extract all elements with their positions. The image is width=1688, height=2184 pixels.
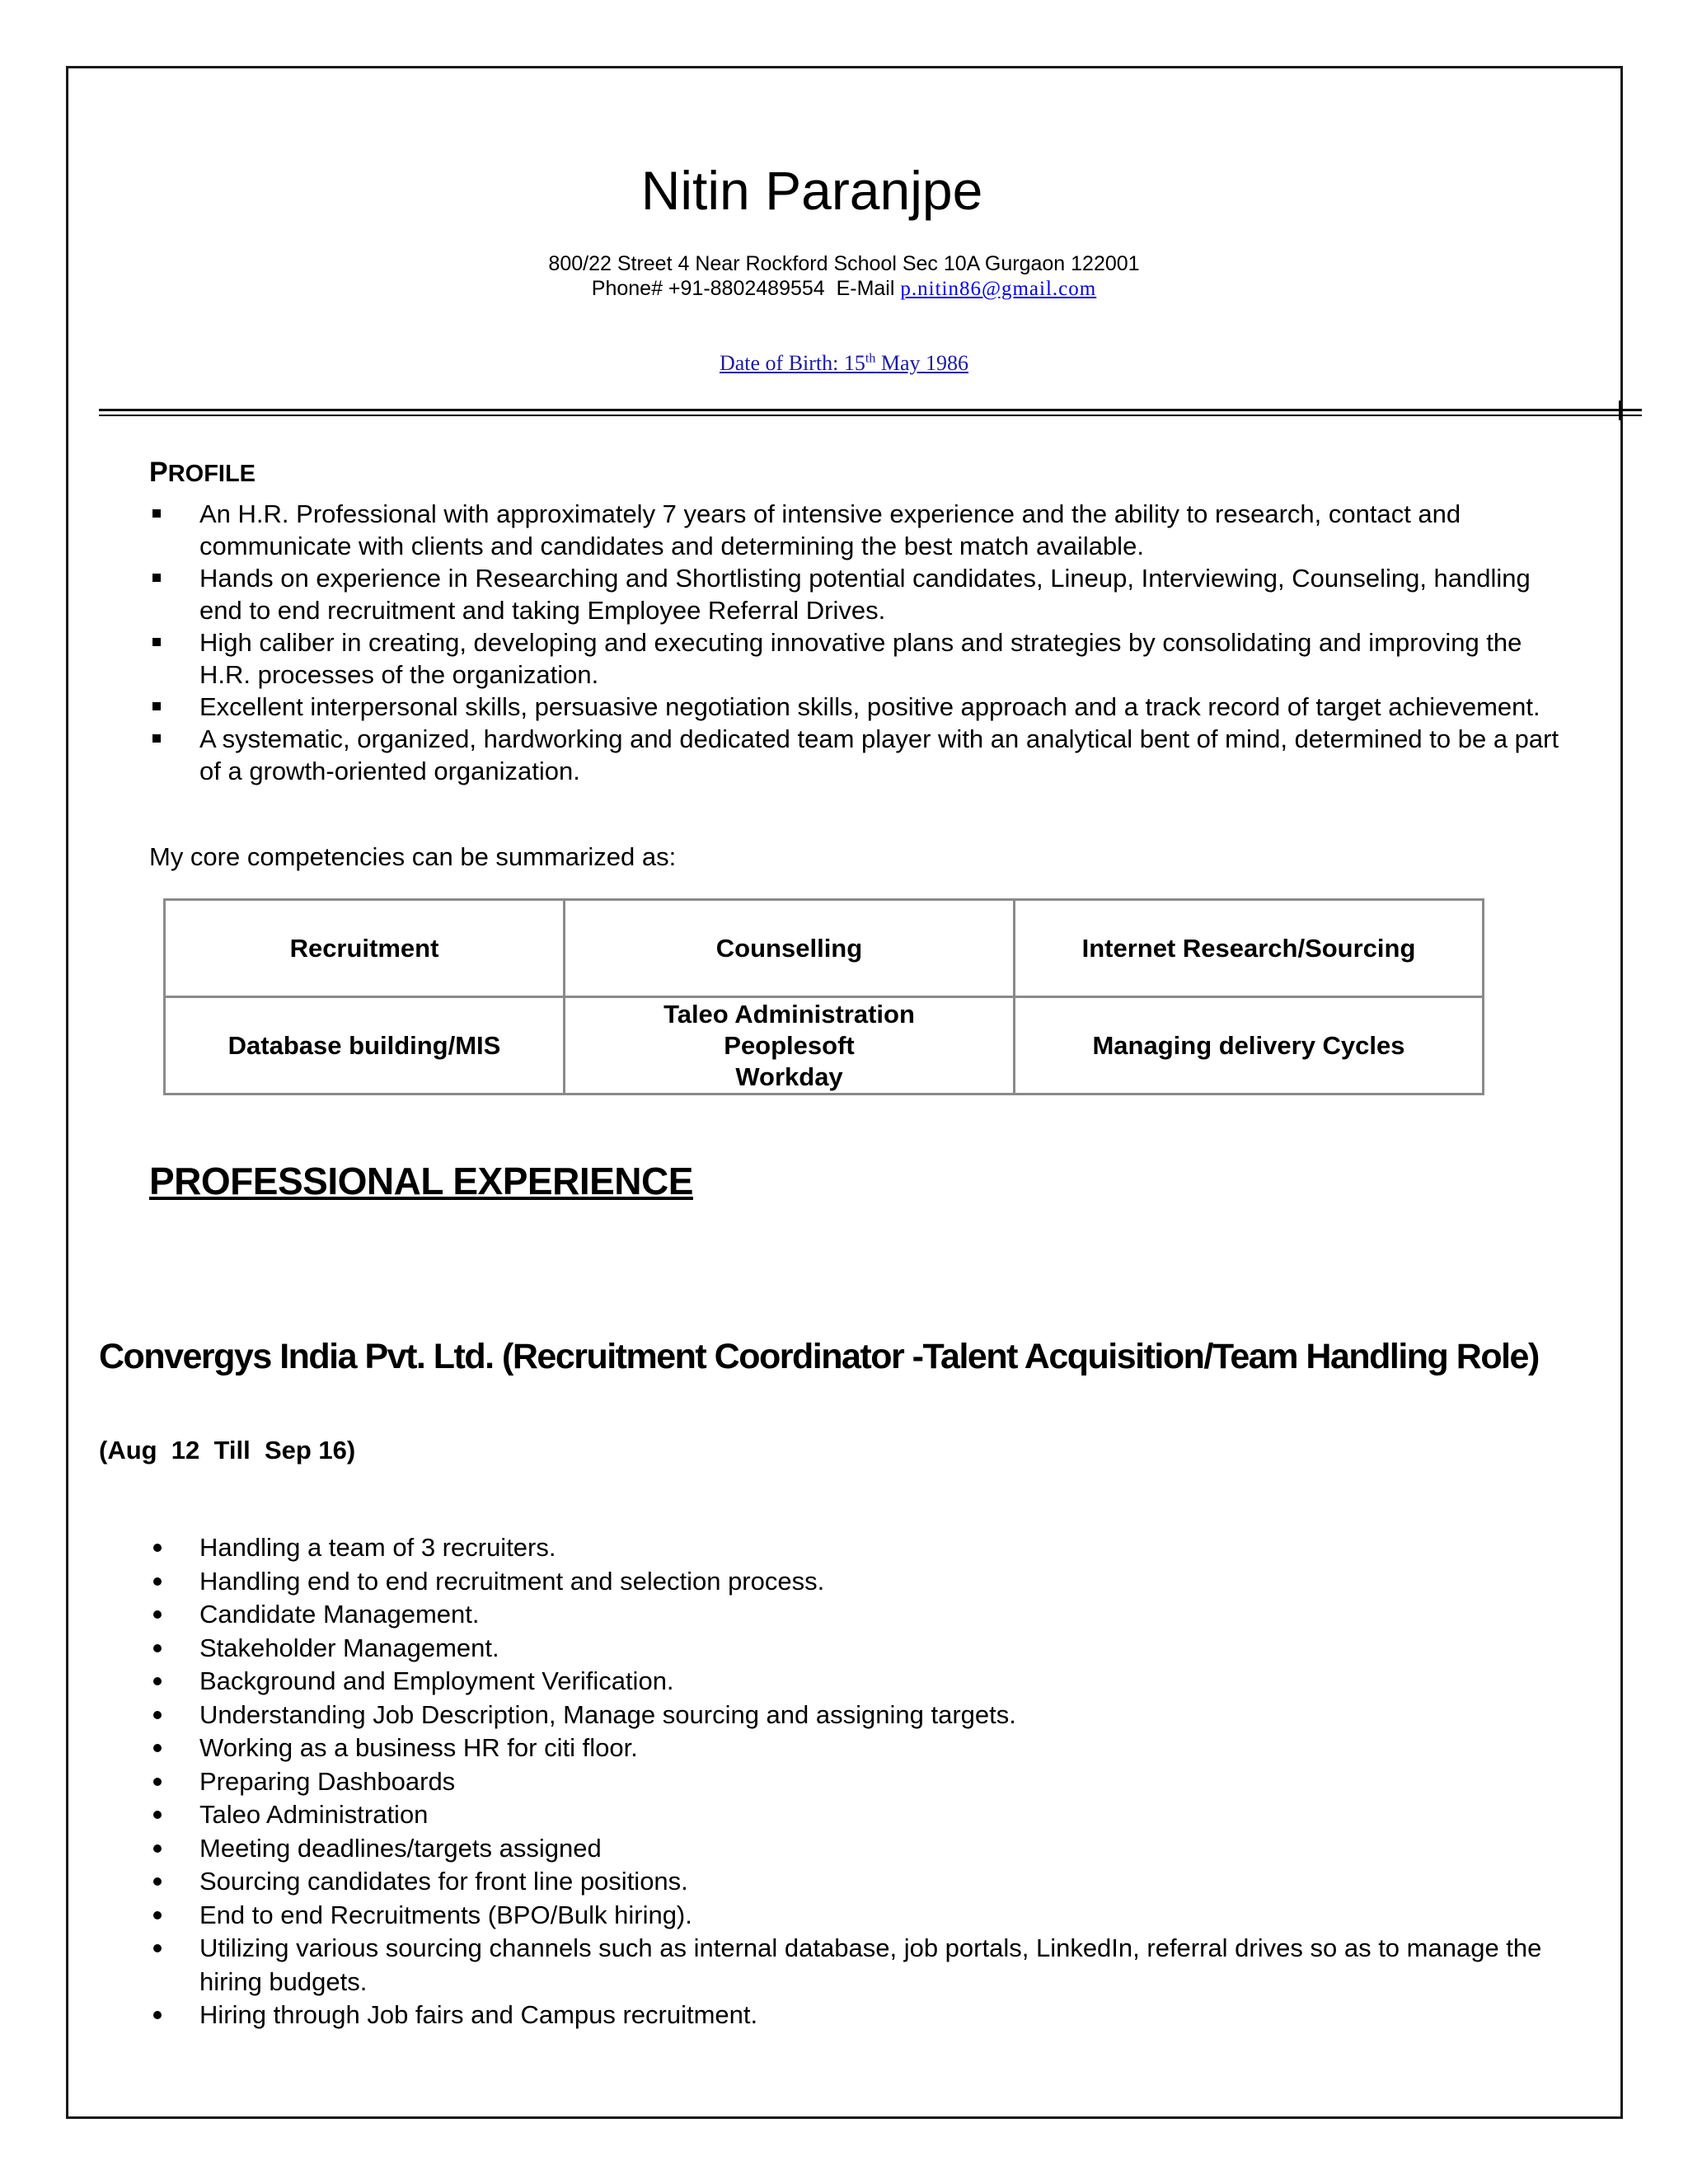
- list-item: [149, 1699, 1575, 1732]
- list-item: [149, 1765, 1575, 1799]
- profile-item-text: Excellent interpersonal skills, persuasive negotiation skills, positive approach and a track record of target achievement.: [199, 692, 1540, 721]
- responsibility-text: Taleo Administration: [199, 1800, 429, 1829]
- bullet-icon: [153, 1844, 162, 1853]
- square-bullet-icon: [152, 509, 161, 518]
- list-item: [149, 1531, 1575, 1565]
- bullet-icon: [153, 1644, 162, 1652]
- list-item: [149, 1832, 1575, 1866]
- list-item: [149, 1665, 1575, 1699]
- header-rule-tick: [1619, 401, 1621, 420]
- bullet-icon: [153, 1911, 162, 1919]
- list-item: [149, 1798, 1575, 1832]
- table-cell: Database building/MIS: [165, 997, 565, 1094]
- employment-period: (Aug 12 Till Sep 16): [99, 1436, 356, 1465]
- competencies-table: [163, 898, 1484, 1095]
- dob-superscript: th: [865, 351, 876, 366]
- list-item: [149, 562, 1575, 626]
- list-item: [149, 1732, 1575, 1765]
- responsibility-text: Stakeholder Management.: [199, 1633, 499, 1662]
- competencies-intro: My core competencies can be summarized as:: [149, 842, 677, 871]
- bullet-icon: [153, 1744, 162, 1752]
- address: 800/22 Street 4 Near Rockford School Sec 10A Gurgaon 122001: [548, 252, 1140, 275]
- list-item: [149, 1565, 1575, 1599]
- responsibility-text: Handling a team of 3 recruiters.: [199, 1533, 556, 1562]
- responsibility-text: Background and Employment Verification.: [199, 1666, 674, 1695]
- bullet-icon: [153, 1711, 162, 1719]
- responsibility-text: Candidate Management.: [199, 1600, 480, 1629]
- square-bullet-icon: [152, 734, 161, 743]
- list-item: [149, 1999, 1575, 2032]
- list-item: [149, 1632, 1575, 1666]
- responsibility-text: Handling end to end recruitment and selection process.: [199, 1566, 825, 1596]
- responsibilities-list: [149, 1531, 1575, 2032]
- date-of-birth[interactable]: [0, 351, 1688, 376]
- bullet-icon: [153, 1877, 162, 1886]
- responsibility-text: Hiring through Job fairs and Campus recruitment.: [199, 2000, 758, 2029]
- responsibility-text: Meeting deadlines/targets assigned: [199, 1833, 602, 1863]
- table-cell: Internet Research/Sourcing: [1015, 900, 1484, 997]
- square-bullet-icon: [152, 574, 161, 582]
- responsibility-text: Understanding Job Description, Manage sourcing and assigning targets.: [199, 1699, 1016, 1729]
- bullet-icon: [153, 1544, 162, 1552]
- candidate-name: Nitin Paranjpe: [640, 160, 983, 221]
- table-cell-line: Workday: [735, 1062, 843, 1091]
- experience-heading: PROFESSIONAL EXPERIENCE: [149, 1160, 693, 1202]
- email-link[interactable]: p.nitin86@gmail.com: [900, 278, 1097, 300]
- company-role-heading: Convergys India Pvt. Ltd. (Recruitment Coordinator -Talent Acquisition/Team Handling Role): [99, 1337, 1539, 1376]
- header-rule-top: [99, 409, 1642, 411]
- dob-suffix: May 1986: [875, 351, 969, 375]
- profile-item-text: An H.R. Professional with approximately 7 years of intensive experience and the ability to research, contact and communicate with clients and candidates and determining the best match available.: [199, 499, 1461, 560]
- table-cell: Managing delivery Cycles: [1015, 997, 1484, 1094]
- responsibility-text: End to end Recruitments (BPO/Bulk hiring).: [199, 1900, 692, 1929]
- bullet-icon: [153, 2011, 162, 2019]
- profile-item-text: A systematic, organized, hardworking and dedicated team player with an analytical bent of mind, determined to be a part of a growth-oriented organization.: [199, 724, 1559, 785]
- profile-list: [149, 498, 1575, 787]
- profile-item-text: High caliber in creating, developing and executing innovative plans and strategies by consolidating and improving the H.R. processes of the organization.: [199, 628, 1522, 689]
- list-item: [149, 1598, 1575, 1632]
- list-item: [149, 498, 1575, 562]
- table-cell: Recruitment: [165, 900, 565, 997]
- list-item: [149, 1932, 1575, 1999]
- square-bullet-icon: [152, 638, 161, 646]
- list-item: [149, 691, 1575, 723]
- bullet-icon: [153, 1944, 162, 1952]
- table-cell-line: Taleo Administration: [663, 999, 915, 1029]
- contact-block: [0, 251, 1688, 302]
- profile-item-text: Hands on experience in Researching and Shortlisting potential candidates, Lineup, Interviewing, Counseling, handling end to end recruitment and taking Employee Referral Drives.: [199, 564, 1531, 625]
- bullet-icon: [153, 1577, 162, 1586]
- phone-email-line: [0, 276, 1688, 302]
- table-cell: Counselling: [565, 900, 1015, 997]
- profile-heading: [149, 457, 256, 489]
- table-row: [165, 997, 1484, 1094]
- table-cell-line: Peoplesoft: [724, 1030, 855, 1060]
- bullet-icon: [153, 1811, 162, 1819]
- bullet-icon: [153, 1610, 162, 1619]
- responsibility-text: Preparing Dashboards: [199, 1766, 456, 1796]
- bullet-icon: [153, 1778, 162, 1786]
- profile-heading-rest: ROFILE: [167, 461, 256, 487]
- list-item: [149, 723, 1575, 787]
- profile-heading-initial: P: [149, 457, 168, 488]
- responsibility-text: Utilizing various sourcing channels such as internal database, job portals, LinkedIn, referral drives so as to manage the hiring budgets.: [199, 1933, 1542, 1996]
- bullet-icon: [153, 1677, 162, 1685]
- phone: Phone# +91-8802489554 E-Mail: [591, 277, 901, 300]
- list-item: [149, 1865, 1575, 1899]
- table-cell-multiline: [565, 997, 1015, 1094]
- responsibility-text: Working as a business HR for citi floor.: [199, 1733, 638, 1762]
- table-row: [165, 900, 1484, 997]
- responsibility-text: Sourcing candidates for front line positions.: [199, 1867, 688, 1896]
- list-item: [149, 626, 1575, 691]
- dob-prefix: Date of Birth: 15: [719, 351, 865, 375]
- list-item: [149, 1899, 1575, 1933]
- square-bullet-icon: [152, 702, 161, 710]
- header-rule-bottom: [99, 415, 1642, 416]
